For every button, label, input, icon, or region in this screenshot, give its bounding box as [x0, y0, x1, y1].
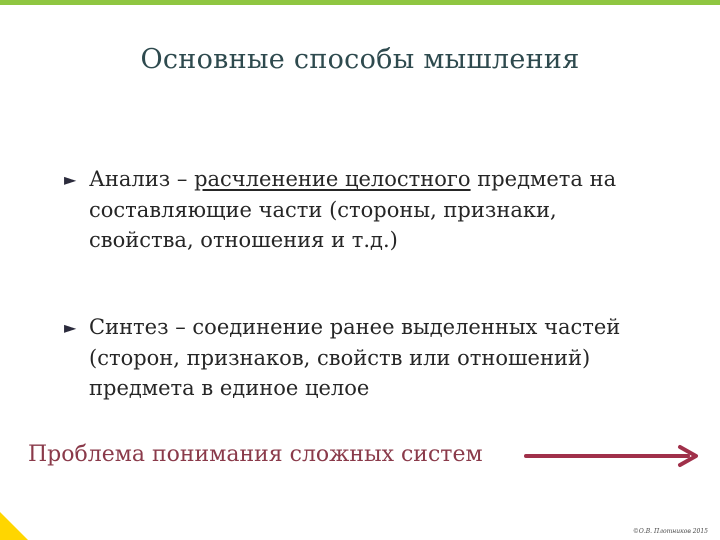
bullet-line: свойства, отношения и т.д.): [89, 228, 398, 252]
footer-copyright: ©О.В. Плотников 2015: [632, 528, 708, 535]
bullet-triangle-icon: ►: [64, 170, 77, 189]
top-accent-bar: [0, 0, 720, 5]
right-arrow-icon: [524, 443, 704, 469]
bullet-line: [64, 312, 684, 343]
line-rest: – соединение ранее выделенных частей: [168, 315, 621, 339]
bullet-line: (сторон, признаков, свойств или отношений): [89, 346, 591, 370]
slide-title: Основные способы мышления: [140, 44, 580, 75]
bullet-line: составляющие части (стороны, признаки,: [89, 198, 557, 222]
line-rest: предмета на: [470, 167, 617, 191]
term-synthesis: Синтез: [89, 315, 169, 339]
dash: –: [170, 167, 195, 191]
problem-row: [28, 438, 708, 472]
term-analysis: Анализ: [89, 167, 171, 191]
bullet-line: предмета в единое целое: [89, 376, 370, 400]
problem-label: Проблема понимания сложных систем: [28, 442, 483, 467]
bullet-synthesis: [64, 312, 684, 403]
bullet-analysis: [64, 164, 684, 255]
bullet-line: [64, 164, 684, 195]
corner-accent-triangle: [0, 512, 28, 540]
underlined-phrase: расчленение целостного: [194, 167, 471, 191]
bullet-triangle-icon: ►: [64, 318, 77, 337]
